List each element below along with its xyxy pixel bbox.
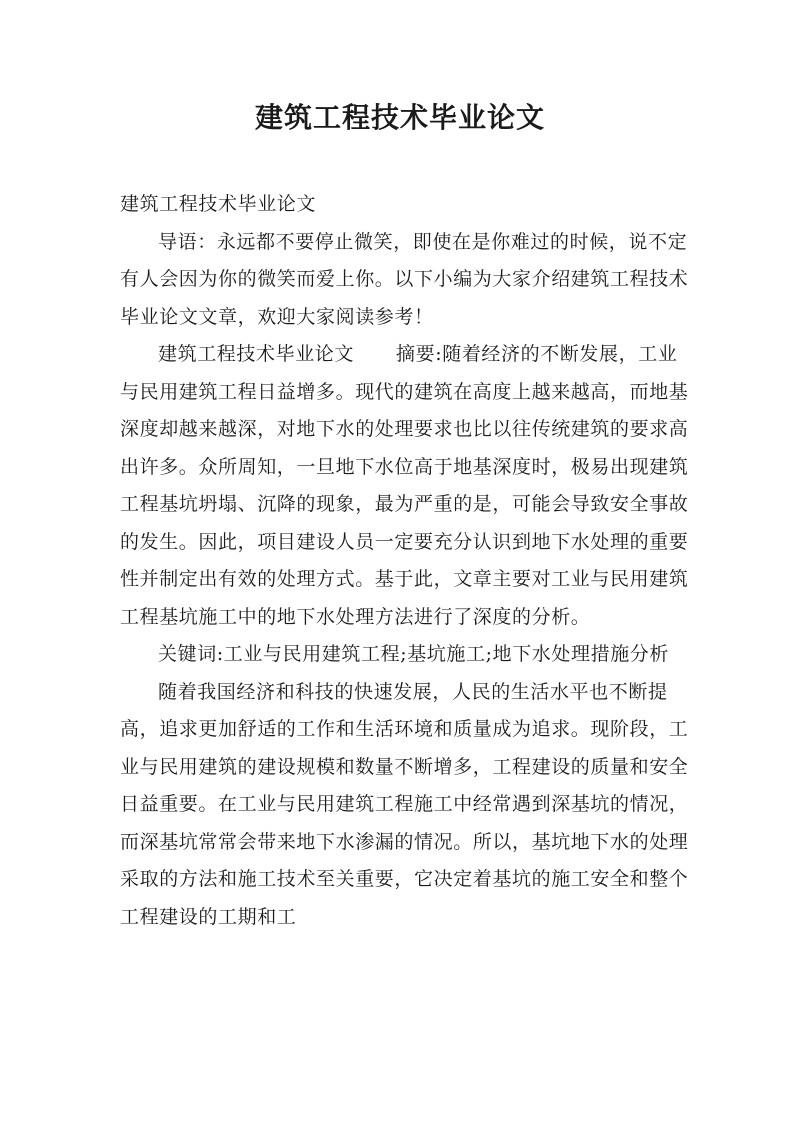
document-body [120, 186, 690, 936]
intro-paragraph: 导语：永远都不要停止微笑，即使在是你难过的时候，说不定有人会因为你的微笑而爱上你。以下小编为大家介绍建筑工程技术毕业论文文章，欢迎大家阅读参考！ [120, 230, 689, 328]
body-paragraph-1: 随着我国经济和科技的快速发展，人民的生活水平也不断提高，追求更加舒适的工作和生活环境和质量成为追求。现阶段，工业与民用建筑的建设规模和数量不断增多，工程建设的质量和安全日益重要。在工业与民用建筑工程施工中经常遇到深基坑的情况，而深基坑常常会带来地下水渗漏的情况。所以，基坑地下水的处理采取的方法和施工技术至关重要，它决定着基坑的施工安全和整个工程建设的工期和工 [120, 680, 689, 928]
document-subtitle: 建筑工程技术毕业论文 [120, 193, 317, 215]
keywords-paragraph: 关键词:工业与民用建筑工程;基坑施工;地下水处理措施分析 [158, 643, 670, 665]
abstract-text: 摘要:随着经济的不断发展，工业与民用建筑工程日益增多。现代的建筑在高度上越来越高，而地基深度却越来越深，对地下水的处理要求也比以往传统建筑的要求高出许多。众所周知，一旦地下水位高于地基深度时，极易出现建筑工程基坑坍塌、沉降的现象，最为严重的是，可能会导致安全事故的发生。因此，项目建设人员一定要充分认识到地下水处理的重要性并制定出有效的处理方式。基于此，文章主要对工业与民用建筑工程基坑施工中的地下水处理方法进行了深度的分析。 [120, 343, 689, 628]
abstract-paragraph [120, 336, 690, 636]
abstract-heading: 建筑工程技术毕业论文 [158, 343, 355, 365]
page-title: 建筑工程技术毕业论文 [254, 101, 545, 134]
